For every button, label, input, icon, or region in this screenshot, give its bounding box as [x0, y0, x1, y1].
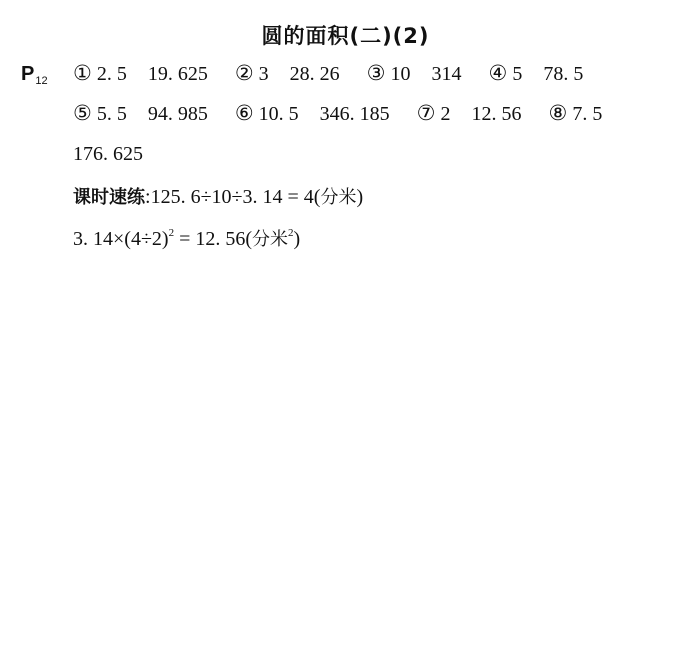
exponent: 2 [168, 227, 175, 239]
answer-value: 10 [390, 63, 411, 85]
practice-expression: 125. 6÷10÷3. 14 = 4( [150, 186, 321, 208]
unit-label: 分米 [320, 187, 357, 208]
unit-label: 分米 [252, 229, 289, 250]
answer-marker: ⑧ [548, 101, 568, 125]
answer-marker: ④ [488, 61, 508, 85]
answer-marker: ⑦ [416, 101, 436, 125]
answer-value: 2. 5 [96, 63, 127, 85]
answer-value: 19. 625 [147, 63, 208, 85]
answer-value: 3 [258, 63, 269, 85]
answer-value: 2 [440, 103, 451, 125]
answer-row-1 [73, 61, 583, 86]
practice-line-1 [73, 183, 363, 209]
answer-value: 5 [512, 63, 523, 85]
unit-exponent: 2 [288, 227, 294, 239]
answer-value: 176. 625 [73, 143, 143, 165]
page-letter: P [21, 63, 35, 85]
practice-expression: = 12. 56( [174, 228, 253, 250]
answer-value: 28. 26 [289, 63, 340, 85]
practice-line-2 [73, 225, 300, 251]
answer-value: 346. 185 [319, 103, 390, 125]
answer-marker: ③ [366, 61, 386, 85]
answer-value: 7. 5 [572, 103, 603, 125]
page-reference [21, 63, 48, 87]
page-title: 圆的面积(二)(2) [261, 24, 430, 48]
answer-marker: ② [234, 61, 254, 85]
answer-value: 12. 56 [471, 103, 522, 125]
answer-value: 94. 985 [147, 103, 208, 125]
close-paren: ) [356, 186, 364, 208]
practice-label: 课时速练 [73, 187, 145, 208]
answer-value: 5. 5 [96, 103, 127, 125]
answer-marker: ⑤ [73, 101, 92, 125]
practice-expression: 3. 14×(4÷2) [73, 228, 169, 250]
answer-row-2 [73, 101, 602, 126]
practice-colon: : [145, 186, 151, 208]
answer-value: 314 [431, 63, 462, 85]
answer-marker: ⑥ [234, 101, 254, 125]
answer-marker: ① [73, 61, 92, 85]
answer-value: 10. 5 [258, 103, 299, 125]
answer-value: 78. 5 [543, 63, 584, 85]
close-paren: ) [293, 228, 301, 250]
page-number: 12 [35, 75, 48, 87]
answer-row-3 [73, 143, 143, 166]
